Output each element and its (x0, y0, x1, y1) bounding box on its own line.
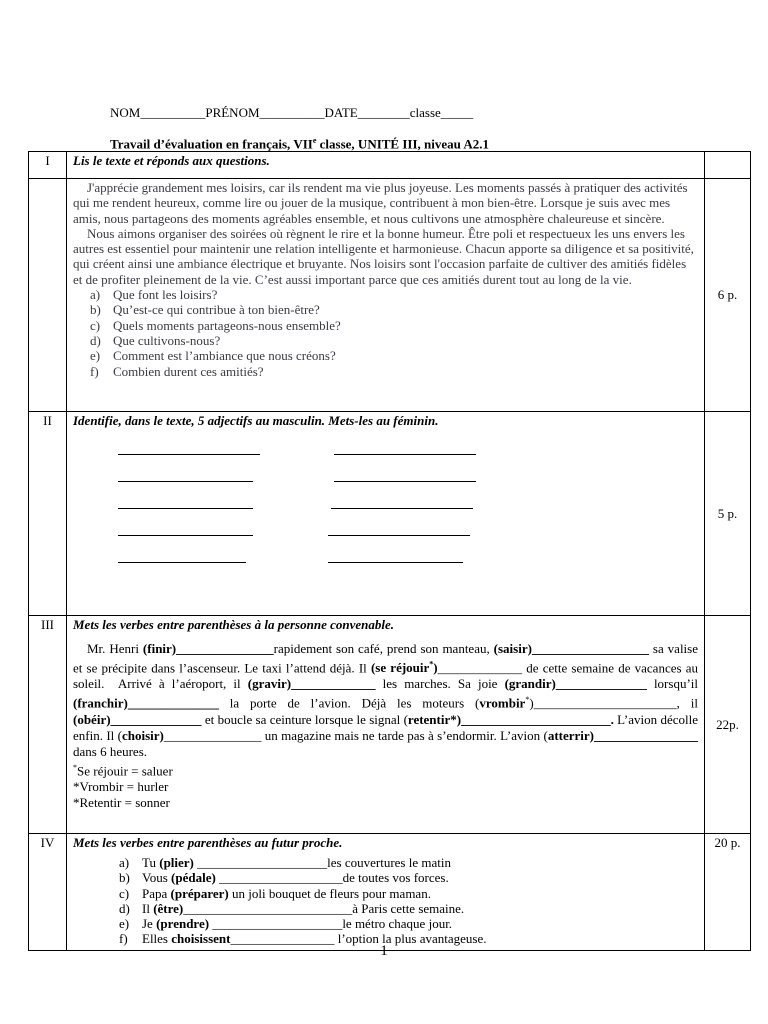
section-instruction: Lis le texte et réponds aux questions. (67, 152, 705, 179)
points-value: 22p. (705, 616, 751, 834)
vocabulary-note: *Retentir = sonner (73, 794, 170, 810)
section-instruction: Mets les verbes entre parenthèses à la personne convenable. (73, 617, 395, 632)
adjective-cell (67, 412, 705, 616)
empty-cell (705, 152, 751, 179)
future-exercise-cell (67, 834, 705, 951)
masculine-answer-line (118, 535, 253, 536)
verb-exercise-text: Mr. Henri (finir)_______________rapidement son café, prend son manteau, (saisir)__________________ sa valise et se précipite dans l’ascenseur. Le taxi l’attend déjà. Il (se réjouir*)_____________ de cette semaine de vacances au soleil. Arrivé à l’aéroport, il (gravir)_____________ les marches. Sa joie (grandir)______________ lorsqu’il (franchir)______________ la porte de l’avion. Déjà les moteurs (vrombir*)______________________, il (obéir)______________ et boucle sa ceinture lorsque le signal (retentir*)_______________________. L’avion décolle enfin. Il (choisir)_______________ un magazine mais ne tarde pas à s’endormir. L’avion (atterrir)________________ dans 6 heures. *Se réjouir = saluer *Vrombir = hurler *Retentir = sonner (73, 641, 698, 810)
feminine-answer-line (334, 454, 476, 455)
answer-row (67, 469, 704, 487)
answer-row (67, 496, 704, 514)
question-item: a) Que font les loisirs? (90, 287, 218, 303)
question-list (67, 287, 704, 379)
answer-row (67, 550, 704, 568)
question-item: e) Comment est l’ambiance que nous créons? (90, 348, 336, 364)
feminine-answer-line (331, 508, 473, 509)
vocabulary-note: *Se réjouir = saluer (73, 762, 173, 778)
student-info-line: NOM__________PRÉNOM__________DATE________classe_____ (110, 105, 474, 120)
section-number: I (29, 152, 67, 179)
section-number: II (29, 412, 67, 616)
section-1-body-row (29, 179, 751, 412)
page-number: 1 (380, 943, 388, 959)
masculine-answer-line (118, 454, 260, 455)
test-title: Travail d’évaluation en français, VIIe classe, UNITÉ III, niveau A2.1 (110, 136, 490, 152)
exercise-item: b) Vous (pédale) ___________________de toutes vos forces. (119, 870, 449, 886)
section-instruction: Identifie, dans le texte, 5 adjectifs au masculin. Mets-les au féminin. (73, 413, 439, 428)
masculine-answer-line (118, 562, 246, 563)
exercise-item: d) Il (être)__________________________à Paris cette semaine. (119, 900, 465, 916)
exercise-item: a) Tu (plier) ____________________les couvertures le matin (119, 855, 451, 870)
section-2-row (29, 412, 751, 616)
answer-row (67, 523, 704, 541)
section-instruction: Mets les verbes entre parenthèses au futur proche. (73, 835, 343, 850)
vocabulary-note: *Vrombir = hurler (73, 778, 169, 794)
points-value: 20 p. (705, 834, 751, 951)
exercise-item: c) Papa (préparer) un joli bouquet de fleurs pour maman. (119, 885, 431, 901)
masculine-answer-line (118, 508, 253, 509)
verb-exercise-cell (67, 616, 705, 834)
answer-row (67, 442, 704, 460)
feminine-answer-line (328, 562, 463, 563)
question-item: d) Que cultivons-nous? (90, 332, 221, 348)
feminine-answer-line (328, 535, 470, 536)
question-item: b) Qu’est-ce qui contribue à ton bien-être? (90, 302, 320, 318)
future-exercise-list (67, 851, 704, 947)
section-1-header-row (29, 152, 751, 179)
reading-passage (67, 179, 704, 287)
passage-paragraph-2: Nous aimons organiser des soirées où règnent le rire et la bonne humeur. Être poli et respectueux les uns envers les autres est essentiel pour maintenir une relation intelligente et harmonieuse. Chacun apporte sa diligence et sa positivité, qui créent ainsi une ambiance électrique et bruyante. Nos loisirs sont l'occasion parfaite de cultiver des amitiés fidèles et de profiter pleinement de la vie. C’est aussi important parce que ces amitiés durent tout au long de la vie. (73, 225, 694, 287)
masculine-answer-line (118, 481, 253, 482)
question-item: f) Combien durent ces amitiés? (90, 363, 264, 379)
empty-cell (29, 179, 67, 412)
section-3-row (29, 616, 751, 834)
exercise-item: e) Je (prendre) ____________________le métro chaque jour. (119, 916, 453, 932)
exercise-table (28, 151, 751, 951)
section-number: IV (29, 834, 67, 951)
reading-passage-cell (67, 179, 705, 412)
points-value: 5 p. (705, 412, 751, 616)
adjective-answer-lines (67, 429, 704, 615)
feminine-answer-line (334, 481, 476, 482)
points-value: 6 p. (705, 179, 751, 412)
exercise-item: f) Elles choisissent________________ l’option la plus avantageuse. (119, 931, 487, 947)
passage-paragraph-1: J'apprécie grandement mes loisirs, car ils rendent ma vie plus joyeuse. Les moments passés à pratiquer des activités qui me rendent heureux, comme lire ou jouer de la musique, contribuent à mon bien-être. Lorsque je suis avec mes amis, nous partageons des moments agréables ensemble, et nous cultivons une atmosphère chaleureuse et sincère. (73, 180, 688, 226)
question-item: c) Quels moments partageons-nous ensemble? (90, 317, 341, 333)
section-4-row (29, 834, 751, 951)
section-number: III (29, 616, 67, 834)
